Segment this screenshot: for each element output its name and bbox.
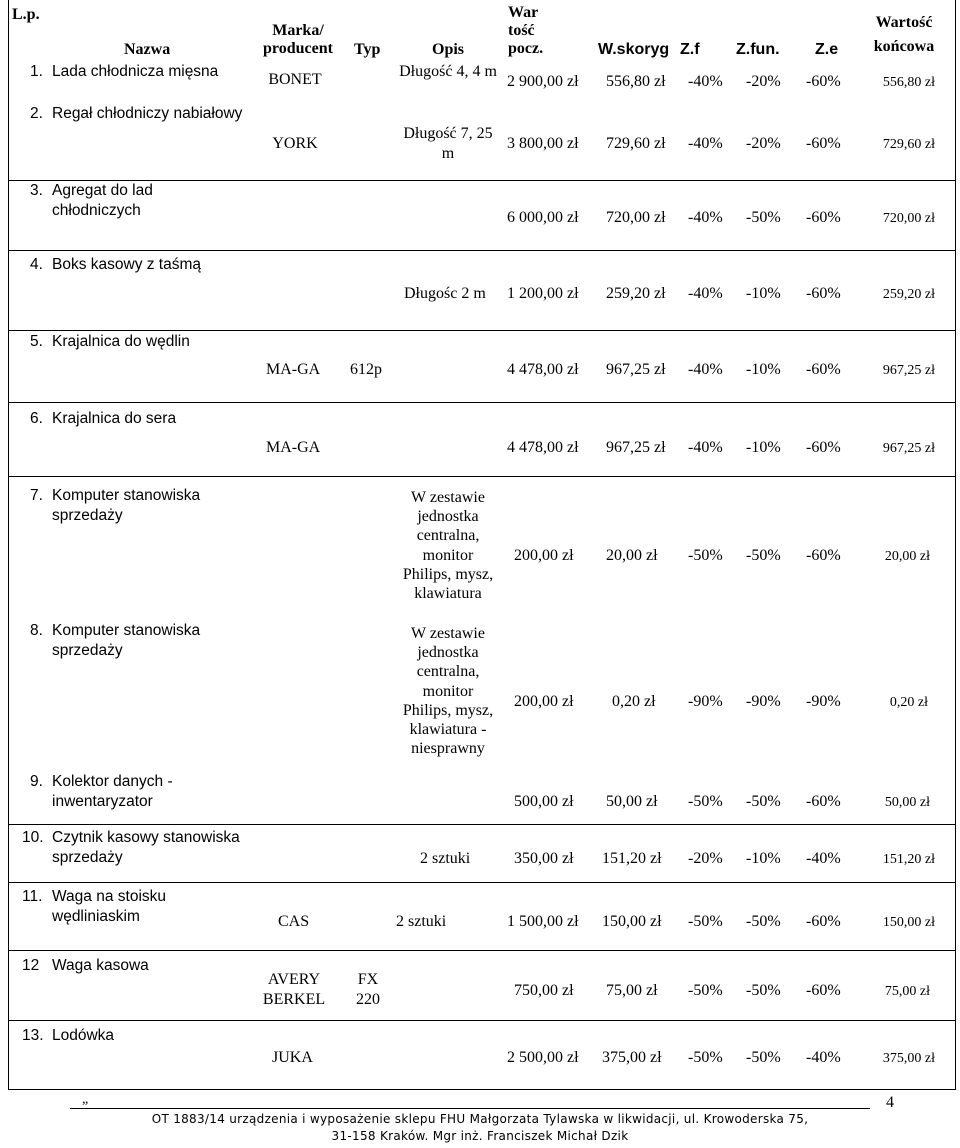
footer-line-1: OT 1883/14 urządzenia i wyposażenie sklepu FHU Małgorzata Tylawska w likwidacji, ul. Krowoderska 75, bbox=[151, 1112, 809, 1126]
row-6-zf: -40% bbox=[688, 439, 723, 456]
row-12-name: Waga kasowa bbox=[52, 957, 149, 974]
row-13-wk: 375,00 zł bbox=[882, 1051, 935, 1066]
row-5-ws: 967,25 zł bbox=[606, 361, 666, 378]
row-7-ze: -60% bbox=[806, 547, 841, 564]
row-8-opis: W zestawie jednostka centralna, monitor Philips, mysz, klawiatura - niesprawny bbox=[402, 625, 494, 758]
row-10-ws: 151,20 zł bbox=[602, 850, 662, 867]
header-wskoryg: W.skoryg bbox=[598, 41, 670, 58]
row-divider bbox=[8, 824, 956, 825]
row-5-wk: 967,25 zł bbox=[882, 363, 935, 378]
row-3-zfun: -50% bbox=[746, 209, 781, 226]
row-4-wp: 1 200,00 zł bbox=[507, 285, 579, 302]
row-1-zfun: -20% bbox=[746, 73, 781, 90]
row-9-zfun: -50% bbox=[746, 793, 781, 810]
row-12-marka: AVERY BERKEL bbox=[262, 971, 326, 1008]
row-5-ze: -60% bbox=[806, 361, 841, 378]
row-8-ze: -90% bbox=[806, 693, 841, 710]
row-3-wk: 720,00 zł bbox=[882, 211, 935, 226]
header-marka bbox=[258, 22, 338, 58]
row-6-zfun: -10% bbox=[746, 439, 781, 456]
row-6-name: Krajalnica do sera bbox=[52, 410, 177, 427]
row-6-wk: 967,25 zł bbox=[882, 441, 935, 456]
header-wartosc-poczatkowa bbox=[508, 4, 543, 58]
row-12-ze: -60% bbox=[806, 982, 841, 999]
left-border bbox=[8, 0, 9, 1090]
row-2-wk: 729,60 zł bbox=[882, 137, 935, 152]
header-wp-line1: War bbox=[508, 4, 539, 21]
row-13-zf: -50% bbox=[688, 1049, 723, 1066]
row-5-typ: 612p bbox=[350, 361, 382, 378]
row-4-zfun: -10% bbox=[746, 285, 781, 302]
row-3-ws: 720,00 zł bbox=[606, 209, 666, 226]
row-11-ze: -60% bbox=[806, 913, 841, 930]
row-10-ze: -40% bbox=[806, 850, 841, 867]
header-wp-line2: tość bbox=[508, 22, 535, 39]
page-number: 4 bbox=[886, 1094, 894, 1111]
row-1-ze: -60% bbox=[806, 73, 841, 90]
row-5-name: Krajalnica do wędlin bbox=[52, 333, 190, 350]
row-4-no: 4. bbox=[30, 256, 43, 273]
row-3-zf: -40% bbox=[688, 209, 723, 226]
row-3-ze: -60% bbox=[806, 209, 841, 226]
footer-mark: „ bbox=[82, 1092, 89, 1107]
row-10-zf: -20% bbox=[688, 850, 723, 867]
row-9-name: Kolektor danych - inwentaryzator bbox=[52, 773, 173, 810]
row-4-name: Boks kasowy z taśmą bbox=[52, 256, 202, 273]
row-13-ze: -40% bbox=[806, 1049, 841, 1066]
row-10-no: 10. bbox=[22, 829, 44, 846]
row-11-no: 11. bbox=[22, 888, 43, 905]
row-4-ze: -60% bbox=[806, 285, 841, 302]
row-13-marka: JUKA bbox=[272, 1049, 313, 1066]
row-12-wp: 750,00 zł bbox=[514, 982, 574, 999]
row-13-zfun: -50% bbox=[746, 1049, 781, 1066]
header-marka-line1: Marka/ bbox=[272, 22, 324, 39]
row-10-wk: 151,20 zł bbox=[882, 852, 935, 867]
row-divider bbox=[8, 250, 956, 251]
row-7-opis: W zestawie jednostka centralna, monitor Philips, mysz, klawiatura bbox=[402, 489, 494, 603]
row-7-no: 7. bbox=[30, 487, 43, 504]
row-2-ze: -60% bbox=[806, 135, 841, 152]
row-9-ws: 50,00 zł bbox=[606, 793, 658, 810]
row-divider bbox=[8, 330, 956, 331]
row-2-marka: YORK bbox=[272, 135, 318, 152]
row-divider bbox=[8, 476, 956, 477]
row-2-wp: 3 800,00 zł bbox=[507, 135, 579, 152]
row-4-ws: 259,20 zł bbox=[606, 285, 666, 302]
row-10-name: Czytnik kasowy stanowiska sprzedaży bbox=[52, 829, 240, 866]
row-2-no: 2. bbox=[30, 105, 43, 122]
row-9-no: 9. bbox=[30, 773, 43, 790]
row-12-zf: -50% bbox=[688, 982, 723, 999]
row-10-zfun: -10% bbox=[746, 850, 781, 867]
row-2-opis: Długość 7, 25 m bbox=[403, 125, 493, 162]
right-border bbox=[955, 0, 956, 1090]
row-7-wp: 200,00 zł bbox=[514, 547, 574, 564]
row-12-wk: 75,00 zł bbox=[884, 984, 930, 999]
row-2-name: Regał chłodniczy nabiałowy bbox=[52, 105, 243, 122]
row-6-ws: 967,25 zł bbox=[606, 439, 666, 456]
row-divider bbox=[8, 1020, 956, 1021]
row-divider bbox=[8, 402, 956, 403]
row-5-zf: -40% bbox=[688, 361, 723, 378]
row-1-no: 1. bbox=[30, 63, 43, 80]
bottom-border bbox=[8, 1089, 956, 1090]
header-zf: Z.f bbox=[680, 41, 700, 58]
row-4-zf: -40% bbox=[688, 285, 723, 302]
row-11-zfun: -50% bbox=[746, 913, 781, 930]
row-8-name: Komputer stanowiska sprzedaży bbox=[52, 622, 201, 659]
header-opis: Opis bbox=[432, 41, 465, 58]
footer-divider bbox=[70, 1108, 870, 1109]
row-2-zf: -40% bbox=[688, 135, 723, 152]
row-9-ze: -60% bbox=[806, 793, 841, 810]
row-6-no: 6. bbox=[30, 410, 43, 427]
row-12-zfun: -50% bbox=[746, 982, 781, 999]
row-8-wp: 200,00 zł bbox=[514, 693, 574, 710]
row-9-wk: 50,00 zł bbox=[884, 795, 930, 810]
row-9-wp: 500,00 zł bbox=[514, 793, 574, 810]
row-10-wp: 350,00 zł bbox=[514, 850, 574, 867]
row-2-zfun: -20% bbox=[746, 135, 781, 152]
row-8-no: 8. bbox=[30, 622, 43, 639]
row-8-zf: -90% bbox=[688, 693, 723, 710]
header-marka-line2: producent bbox=[263, 40, 333, 57]
row-13-wp: 2 500,00 zł bbox=[507, 1049, 579, 1066]
row-divider bbox=[8, 882, 956, 883]
header-zfun: Z.fun. bbox=[736, 41, 780, 58]
row-3-name: Agregat do lad chłodniczych bbox=[52, 182, 153, 219]
header-wartosc-koncowa bbox=[862, 14, 946, 56]
row-7-zf: -50% bbox=[688, 547, 723, 564]
row-11-marka: CAS bbox=[278, 913, 310, 930]
row-13-no: 13. bbox=[22, 1027, 44, 1044]
row-8-ws: 0,20 zł bbox=[612, 693, 656, 710]
row-12-typ: FX 220 bbox=[356, 971, 380, 1008]
row-7-wk: 20,00 zł bbox=[884, 549, 930, 564]
header-wk-line1: Wartość bbox=[875, 14, 933, 31]
row-1-opis: Długość 4, 4 m bbox=[399, 63, 497, 80]
row-13-name: Lodówka bbox=[52, 1027, 115, 1044]
row-11-wp: 1 500,00 zł bbox=[507, 913, 579, 930]
row-5-zfun: -10% bbox=[746, 361, 781, 378]
row-2-ws: 729,60 zł bbox=[606, 135, 666, 152]
row-1-marka: BONET bbox=[268, 71, 322, 88]
row-1-wp: 2 900,00 zł bbox=[507, 73, 579, 90]
header-lp: L.p. bbox=[12, 6, 40, 23]
row-5-marka: MA-GA bbox=[266, 361, 321, 378]
footer-line-2: 31-158 Kraków. Mgr inż. Franciszek Michał Dzik bbox=[331, 1129, 629, 1143]
row-3-no: 3. bbox=[30, 182, 43, 199]
header-wp-line3: pocz. bbox=[508, 40, 544, 57]
row-3-wp: 6 000,00 zł bbox=[507, 209, 579, 226]
row-4-opis: Długośc 2 m bbox=[404, 285, 486, 302]
row-5-no: 5. bbox=[30, 333, 43, 350]
header-typ: Typ bbox=[354, 41, 381, 58]
row-9-zf: -50% bbox=[688, 793, 723, 810]
row-6-wp: 4 478,00 zł bbox=[507, 439, 579, 456]
row-1-zf: -40% bbox=[688, 73, 723, 90]
row-12-no: 12 bbox=[22, 957, 40, 974]
row-1-ws: 556,80 zł bbox=[606, 73, 666, 90]
row-7-ws: 20,00 zł bbox=[606, 547, 658, 564]
header-wk-line2: końcowa bbox=[873, 38, 935, 55]
row-8-zfun: -90% bbox=[746, 693, 781, 710]
row-12-ws: 75,00 zł bbox=[606, 982, 658, 999]
row-1-wk: 556,80 zł bbox=[882, 75, 935, 90]
row-6-marka: MA-GA bbox=[266, 439, 321, 456]
row-8-wk: 0,20 zł bbox=[889, 695, 928, 710]
row-11-name: Waga na stoisku wędliniaskim bbox=[52, 888, 167, 925]
row-11-ws: 150,00 zł bbox=[602, 913, 662, 930]
row-4-wk: 259,20 zł bbox=[882, 287, 935, 302]
header-nazwa: Nazwa bbox=[124, 41, 171, 58]
row-divider bbox=[8, 950, 956, 951]
row-1-name: Lada chłodnicza mięsna bbox=[52, 63, 219, 80]
row-11-zf: -50% bbox=[688, 913, 723, 930]
row-5-wp: 4 478,00 zł bbox=[507, 361, 579, 378]
row-13-ws: 375,00 zł bbox=[602, 1049, 662, 1066]
header-ze: Z.e bbox=[815, 41, 839, 58]
row-10-opis: 2 sztuki bbox=[420, 850, 471, 867]
row-7-name: Komputer stanowiska sprzedaży bbox=[52, 487, 201, 524]
row-11-wk: 150,00 zł bbox=[882, 915, 935, 930]
row-7-zfun: -50% bbox=[746, 547, 781, 564]
row-11-opis: 2 sztuki bbox=[396, 913, 447, 930]
row-6-ze: -60% bbox=[806, 439, 841, 456]
